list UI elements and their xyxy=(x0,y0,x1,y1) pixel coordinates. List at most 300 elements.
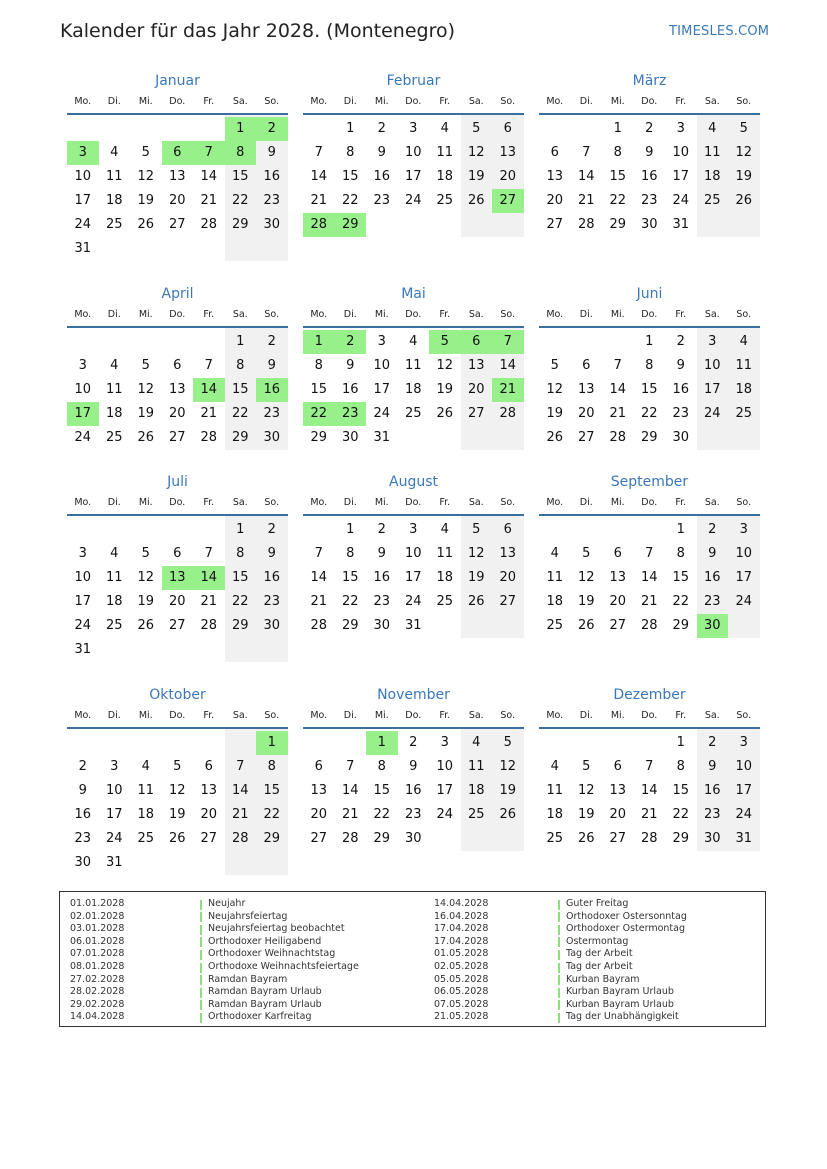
weekday-header: Mi. xyxy=(138,96,153,107)
day-cell: 8 xyxy=(676,546,685,561)
legend-holiday-name: Orthodoxe Weihnachtsfeiertage xyxy=(208,961,359,972)
legend-date: 14.04.2028 xyxy=(70,1011,125,1023)
day-cell: 4 xyxy=(409,334,418,349)
day-cell: 30 xyxy=(703,831,721,846)
month-calendar xyxy=(67,286,288,486)
day-cell: 25 xyxy=(703,193,721,208)
day-cell: 10 xyxy=(672,145,690,160)
day-cell: 11 xyxy=(105,570,123,585)
day-cell: 28 xyxy=(640,831,658,846)
legend-holiday-name: Tag der Arbeit xyxy=(566,948,633,960)
day-cell: 15 xyxy=(341,570,359,585)
holiday-day-cell: 29 xyxy=(335,213,367,237)
weekday-header: Mi. xyxy=(138,497,153,508)
weekday-header: So. xyxy=(736,309,752,320)
day-cell: 17 xyxy=(735,783,753,798)
day-cell: 18 xyxy=(467,783,485,798)
weekday-header: Sa. xyxy=(468,96,484,107)
day-cell: 1 xyxy=(236,334,245,349)
weekday-header: Fr. xyxy=(675,309,687,320)
day-cell: 26 xyxy=(467,193,485,208)
weekday-header: Fr. xyxy=(203,96,215,107)
day-cell: 20 xyxy=(200,807,218,822)
day-cell: 13 xyxy=(609,570,627,585)
weekday-header: Mi. xyxy=(138,710,153,721)
day-cell: 1 xyxy=(346,522,355,537)
day-cell: 23 xyxy=(404,807,422,822)
day-cell: 29 xyxy=(373,831,391,846)
day-cell: 23 xyxy=(672,406,690,421)
legend-holiday-name: Ramdan Bayram xyxy=(208,973,288,985)
month-calendar xyxy=(303,73,524,273)
day-cell: 9 xyxy=(346,358,355,373)
day-cell: 1 xyxy=(346,121,355,136)
day-cell: 29 xyxy=(231,217,249,232)
weekday-header: Di. xyxy=(107,309,121,320)
day-cell: 27 xyxy=(499,594,517,609)
weekday-header: So. xyxy=(500,309,516,320)
day-cell: 10 xyxy=(404,145,422,160)
day-cell: 5 xyxy=(472,121,481,136)
day-cell: 20 xyxy=(168,594,186,609)
day-cell: 4 xyxy=(440,121,449,136)
month-calendar xyxy=(539,687,760,887)
day-cell: 14 xyxy=(640,783,658,798)
day-cell: 3 xyxy=(676,121,685,136)
day-cell: 6 xyxy=(503,522,512,537)
weekday-header: Fr. xyxy=(439,497,451,508)
holiday-day-cell: 6 xyxy=(162,141,194,165)
day-cell: 4 xyxy=(141,759,150,774)
day-cell: 11 xyxy=(703,145,721,160)
weekday-header: Mo. xyxy=(310,497,328,508)
day-cell: 1 xyxy=(676,522,685,537)
day-cell: 27 xyxy=(609,618,627,633)
legend-date: 02.01.2028 xyxy=(70,910,125,922)
day-cell: 17 xyxy=(404,169,422,184)
month-name: Dezember xyxy=(613,687,686,703)
day-cell: 9 xyxy=(267,358,276,373)
day-cell: 26 xyxy=(137,618,155,633)
day-cell: 24 xyxy=(404,193,422,208)
day-cell: 19 xyxy=(735,169,753,184)
legend-marker xyxy=(558,988,560,998)
day-cell: 8 xyxy=(645,358,654,373)
day-cell: 15 xyxy=(672,783,690,798)
day-cell: 20 xyxy=(168,406,186,421)
holiday-day-cell: 27 xyxy=(492,189,524,213)
weekday-header: Mo. xyxy=(74,96,92,107)
day-cell: 2 xyxy=(676,334,685,349)
holiday-day-cell: 6 xyxy=(461,330,493,354)
day-cell: 20 xyxy=(467,382,485,397)
weekday-header: So. xyxy=(736,96,752,107)
day-cell: 16 xyxy=(74,807,92,822)
day-cell: 3 xyxy=(409,121,418,136)
weekday-header: Di. xyxy=(107,497,121,508)
day-cell: 22 xyxy=(231,406,249,421)
day-cell: 17 xyxy=(735,570,753,585)
day-cell: 24 xyxy=(703,406,721,421)
legend-marker xyxy=(558,950,560,960)
weekday-header: Mo. xyxy=(546,96,564,107)
month-name: November xyxy=(377,687,450,703)
day-cell: 15 xyxy=(640,382,658,397)
weekday-header: Di. xyxy=(579,96,593,107)
weekday-header: Di. xyxy=(107,96,121,107)
weekday-header: So. xyxy=(500,96,516,107)
month-name: März xyxy=(632,73,667,89)
legend-holiday-name: Tag der Arbeit xyxy=(566,961,633,972)
weekday-header: Do. xyxy=(641,710,658,721)
day-cell: 17 xyxy=(373,382,391,397)
weekday-header: So. xyxy=(264,497,280,508)
legend-holiday-name: Neujahr xyxy=(208,898,246,909)
day-cell: 24 xyxy=(74,618,92,633)
legend-holiday-name: Kurban Bayram Urlaub xyxy=(566,998,674,1010)
legend-date: 27.02.2028 xyxy=(70,973,125,985)
day-cell: 6 xyxy=(173,358,182,373)
day-cell: 14 xyxy=(499,358,517,373)
day-cell: 9 xyxy=(377,145,386,160)
day-cell: 13 xyxy=(310,783,328,798)
day-cell: 13 xyxy=(609,783,627,798)
day-cell: 6 xyxy=(550,145,559,160)
day-cell: 1 xyxy=(613,121,622,136)
day-cell: 9 xyxy=(645,145,654,160)
holiday-day-cell: 17 xyxy=(67,402,99,426)
day-cell: 2 xyxy=(377,121,386,136)
day-cell: 12 xyxy=(499,759,517,774)
day-cell: 2 xyxy=(267,334,276,349)
day-cell: 8 xyxy=(613,145,622,160)
day-cell: 8 xyxy=(236,546,245,561)
day-cell: 4 xyxy=(708,121,717,136)
weekday-header: Do. xyxy=(405,96,422,107)
day-cell: 28 xyxy=(231,831,249,846)
weekday-header: Do. xyxy=(641,497,658,508)
weekday-header: Fr. xyxy=(439,96,451,107)
day-cell: 14 xyxy=(200,169,218,184)
day-cell: 3 xyxy=(739,522,748,537)
legend-date: 29.02.2028 xyxy=(70,998,125,1010)
day-cell: 15 xyxy=(341,169,359,184)
day-cell: 16 xyxy=(263,570,281,585)
weekday-header: Do. xyxy=(641,309,658,320)
day-cell: 24 xyxy=(735,594,753,609)
day-cell: 22 xyxy=(341,594,359,609)
day-cell: 10 xyxy=(404,546,422,561)
day-cell: 22 xyxy=(640,406,658,421)
month-name: Mai xyxy=(401,286,426,302)
day-cell: 12 xyxy=(137,382,155,397)
legend-marker xyxy=(200,912,202,922)
day-cell: 28 xyxy=(577,217,595,232)
day-cell: 20 xyxy=(609,594,627,609)
day-cell: 12 xyxy=(735,145,753,160)
day-cell: 10 xyxy=(74,169,92,184)
day-cell: 5 xyxy=(141,358,150,373)
day-cell: 7 xyxy=(346,759,355,774)
day-cell: 15 xyxy=(310,382,328,397)
day-cell: 18 xyxy=(735,382,753,397)
day-cell: 5 xyxy=(739,121,748,136)
day-cell: 21 xyxy=(341,807,359,822)
day-cell: 25 xyxy=(404,406,422,421)
legend-marker xyxy=(558,1000,560,1010)
weekday-header: Do. xyxy=(169,309,186,320)
day-cell: 18 xyxy=(546,594,564,609)
day-cell: 23 xyxy=(263,193,281,208)
day-cell: 25 xyxy=(436,193,454,208)
day-cell: 8 xyxy=(676,759,685,774)
day-cell: 26 xyxy=(735,193,753,208)
day-cell: 31 xyxy=(105,855,123,870)
day-cell: 7 xyxy=(645,759,654,774)
day-cell: 18 xyxy=(137,807,155,822)
day-cell: 12 xyxy=(467,546,485,561)
day-cell: 8 xyxy=(377,759,386,774)
day-cell: 7 xyxy=(204,546,213,561)
weekday-header: Fr. xyxy=(203,309,215,320)
month-name: Februar xyxy=(386,73,441,89)
day-cell: 28 xyxy=(499,406,517,421)
holiday-day-cell: 14 xyxy=(193,378,225,402)
holiday-day-cell: 1 xyxy=(225,117,257,141)
holiday-day-cell: 7 xyxy=(193,141,225,165)
weekday-header: Mi. xyxy=(374,96,389,107)
legend-marker xyxy=(200,988,202,998)
day-cell: 2 xyxy=(645,121,654,136)
day-cell: 24 xyxy=(74,217,92,232)
month-calendar xyxy=(303,687,524,887)
day-cell: 2 xyxy=(708,735,717,750)
day-cell: 20 xyxy=(499,169,517,184)
day-cell: 27 xyxy=(200,831,218,846)
day-cell: 4 xyxy=(440,522,449,537)
day-cell: 9 xyxy=(676,358,685,373)
holiday-day-cell: 8 xyxy=(225,141,257,165)
holiday-day-cell: 30 xyxy=(697,614,729,638)
weekday-header: Di. xyxy=(579,309,593,320)
weekday-header: Mi. xyxy=(374,710,389,721)
day-cell: 5 xyxy=(472,522,481,537)
weekday-header: Sa. xyxy=(232,96,248,107)
day-cell: 18 xyxy=(436,570,454,585)
day-cell: 18 xyxy=(436,169,454,184)
day-cell: 28 xyxy=(640,618,658,633)
weekday-header: Do. xyxy=(405,497,422,508)
day-cell: 18 xyxy=(105,594,123,609)
day-cell: 15 xyxy=(373,783,391,798)
holiday-day-cell: 13 xyxy=(162,566,194,590)
holiday-day-cell: 2 xyxy=(335,330,367,354)
holiday-day-cell: 1 xyxy=(256,731,288,755)
day-cell: 11 xyxy=(546,570,564,585)
legend-marker xyxy=(200,1013,202,1023)
day-cell: 10 xyxy=(373,358,391,373)
day-cell: 3 xyxy=(708,334,717,349)
holiday-day-cell: 5 xyxy=(429,330,461,354)
weekday-header: Di. xyxy=(343,710,357,721)
day-cell: 5 xyxy=(141,546,150,561)
day-cell: 27 xyxy=(546,217,564,232)
legend-marker xyxy=(200,1000,202,1010)
day-cell: 2 xyxy=(267,522,276,537)
legend-holiday-name: Neujahrsfeiertag beobachtet xyxy=(208,923,345,935)
holiday-day-cell: 22 xyxy=(303,402,335,426)
day-cell: 24 xyxy=(74,430,92,445)
day-cell: 21 xyxy=(231,807,249,822)
day-cell: 4 xyxy=(550,546,559,561)
day-cell: 8 xyxy=(314,358,323,373)
day-cell: 29 xyxy=(640,430,658,445)
day-cell: 13 xyxy=(168,169,186,184)
legend-date: 08.01.2028 xyxy=(70,961,125,972)
day-cell: 30 xyxy=(404,831,422,846)
day-cell: 31 xyxy=(404,618,422,633)
legend-date: 01.01.2028 xyxy=(70,898,125,909)
day-cell: 31 xyxy=(74,642,92,657)
legend-date: 02.05.2028 xyxy=(434,961,489,972)
weekday-header: Sa. xyxy=(704,497,720,508)
day-cell: 26 xyxy=(546,430,564,445)
day-cell: 27 xyxy=(168,618,186,633)
day-cell: 19 xyxy=(467,169,485,184)
day-cell: 4 xyxy=(110,546,119,561)
day-cell: 27 xyxy=(609,831,627,846)
legend-marker xyxy=(558,975,560,985)
weekday-header: Mo. xyxy=(310,96,328,107)
weekday-header: Fr. xyxy=(675,710,687,721)
weekday-header: Di. xyxy=(107,710,121,721)
day-cell: 17 xyxy=(672,169,690,184)
day-cell: 15 xyxy=(609,169,627,184)
day-cell: 13 xyxy=(499,145,517,160)
day-cell: 2 xyxy=(409,735,418,750)
weekday-header: Mo. xyxy=(546,309,564,320)
day-cell: 22 xyxy=(672,594,690,609)
day-cell: 11 xyxy=(137,783,155,798)
legend-holiday-name: Ramdan Bayram Urlaub xyxy=(208,998,322,1010)
weekday-header: So. xyxy=(736,497,752,508)
weekday-header: Mo. xyxy=(74,309,92,320)
legend-marker xyxy=(200,937,202,947)
day-cell: 26 xyxy=(577,618,595,633)
day-cell: 19 xyxy=(546,406,564,421)
day-cell: 22 xyxy=(609,193,627,208)
day-cell: 21 xyxy=(640,807,658,822)
day-cell: 13 xyxy=(467,358,485,373)
day-cell: 14 xyxy=(577,169,595,184)
day-cell: 23 xyxy=(74,831,92,846)
day-cell: 9 xyxy=(267,546,276,561)
day-cell: 31 xyxy=(735,831,753,846)
day-cell: 11 xyxy=(467,759,485,774)
day-cell: 27 xyxy=(577,430,595,445)
day-cell: 30 xyxy=(341,430,359,445)
day-cell: 21 xyxy=(200,406,218,421)
day-cell: 9 xyxy=(708,546,717,561)
day-cell: 1 xyxy=(676,735,685,750)
day-cell: 24 xyxy=(436,807,454,822)
legend-marker xyxy=(558,912,560,922)
day-cell: 16 xyxy=(373,169,391,184)
day-cell: 27 xyxy=(310,831,328,846)
holiday-day-cell: 21 xyxy=(492,378,524,402)
day-cell: 26 xyxy=(168,831,186,846)
day-cell: 27 xyxy=(168,430,186,445)
day-cell: 9 xyxy=(78,783,87,798)
day-cell: 28 xyxy=(310,618,328,633)
day-cell: 3 xyxy=(110,759,119,774)
legend-marker xyxy=(558,925,560,935)
weekday-header: Sa. xyxy=(468,497,484,508)
day-cell: 23 xyxy=(373,594,391,609)
day-cell: 16 xyxy=(703,783,721,798)
day-cell: 5 xyxy=(173,759,182,774)
weekday-header: Sa. xyxy=(704,710,720,721)
day-cell: 29 xyxy=(341,618,359,633)
day-cell: 25 xyxy=(105,618,123,633)
day-cell: 12 xyxy=(168,783,186,798)
month-calendar xyxy=(539,286,760,486)
day-cell: 18 xyxy=(105,193,123,208)
day-cell: 7 xyxy=(236,759,245,774)
day-cell: 22 xyxy=(341,193,359,208)
holiday-legend xyxy=(59,891,766,1027)
day-cell: 6 xyxy=(582,358,591,373)
day-cell: 5 xyxy=(582,759,591,774)
day-cell: 21 xyxy=(577,193,595,208)
legend-holiday-name: Guter Freitag xyxy=(566,898,629,909)
day-cell: 7 xyxy=(613,358,622,373)
weekday-header: So. xyxy=(264,96,280,107)
weekday-header: Sa. xyxy=(704,96,720,107)
day-cell: 19 xyxy=(137,406,155,421)
day-cell: 9 xyxy=(377,546,386,561)
weekday-header: So. xyxy=(736,710,752,721)
weekday-header: Mo. xyxy=(74,710,92,721)
day-cell: 13 xyxy=(168,382,186,397)
day-cell: 11 xyxy=(436,145,454,160)
weekday-header: Di. xyxy=(343,497,357,508)
month-calendar xyxy=(539,474,760,674)
legend-date: 16.04.2028 xyxy=(434,910,489,922)
weekday-header: Do. xyxy=(169,96,186,107)
weekday-header: Sa. xyxy=(232,497,248,508)
day-cell: 28 xyxy=(609,430,627,445)
legend-marker xyxy=(200,950,202,960)
day-cell: 1 xyxy=(645,334,654,349)
month-name: Oktober xyxy=(149,687,206,703)
day-cell: 20 xyxy=(499,570,517,585)
day-cell: 18 xyxy=(404,382,422,397)
day-cell: 2 xyxy=(708,522,717,537)
page-title: Kalender für das Jahr 2028. (Montenegro) xyxy=(60,20,456,42)
weekday-header: Fr. xyxy=(675,96,687,107)
day-cell: 3 xyxy=(377,334,386,349)
day-cell: 8 xyxy=(267,759,276,774)
weekday-header: Fr. xyxy=(439,710,451,721)
weekday-header: Do. xyxy=(405,710,422,721)
day-cell: 9 xyxy=(409,759,418,774)
day-cell: 17 xyxy=(74,594,92,609)
day-cell: 5 xyxy=(141,145,150,160)
brand-logo-text[interactable]: TIMESLES.COM xyxy=(669,24,770,39)
day-cell: 24 xyxy=(373,406,391,421)
day-cell: 19 xyxy=(137,594,155,609)
